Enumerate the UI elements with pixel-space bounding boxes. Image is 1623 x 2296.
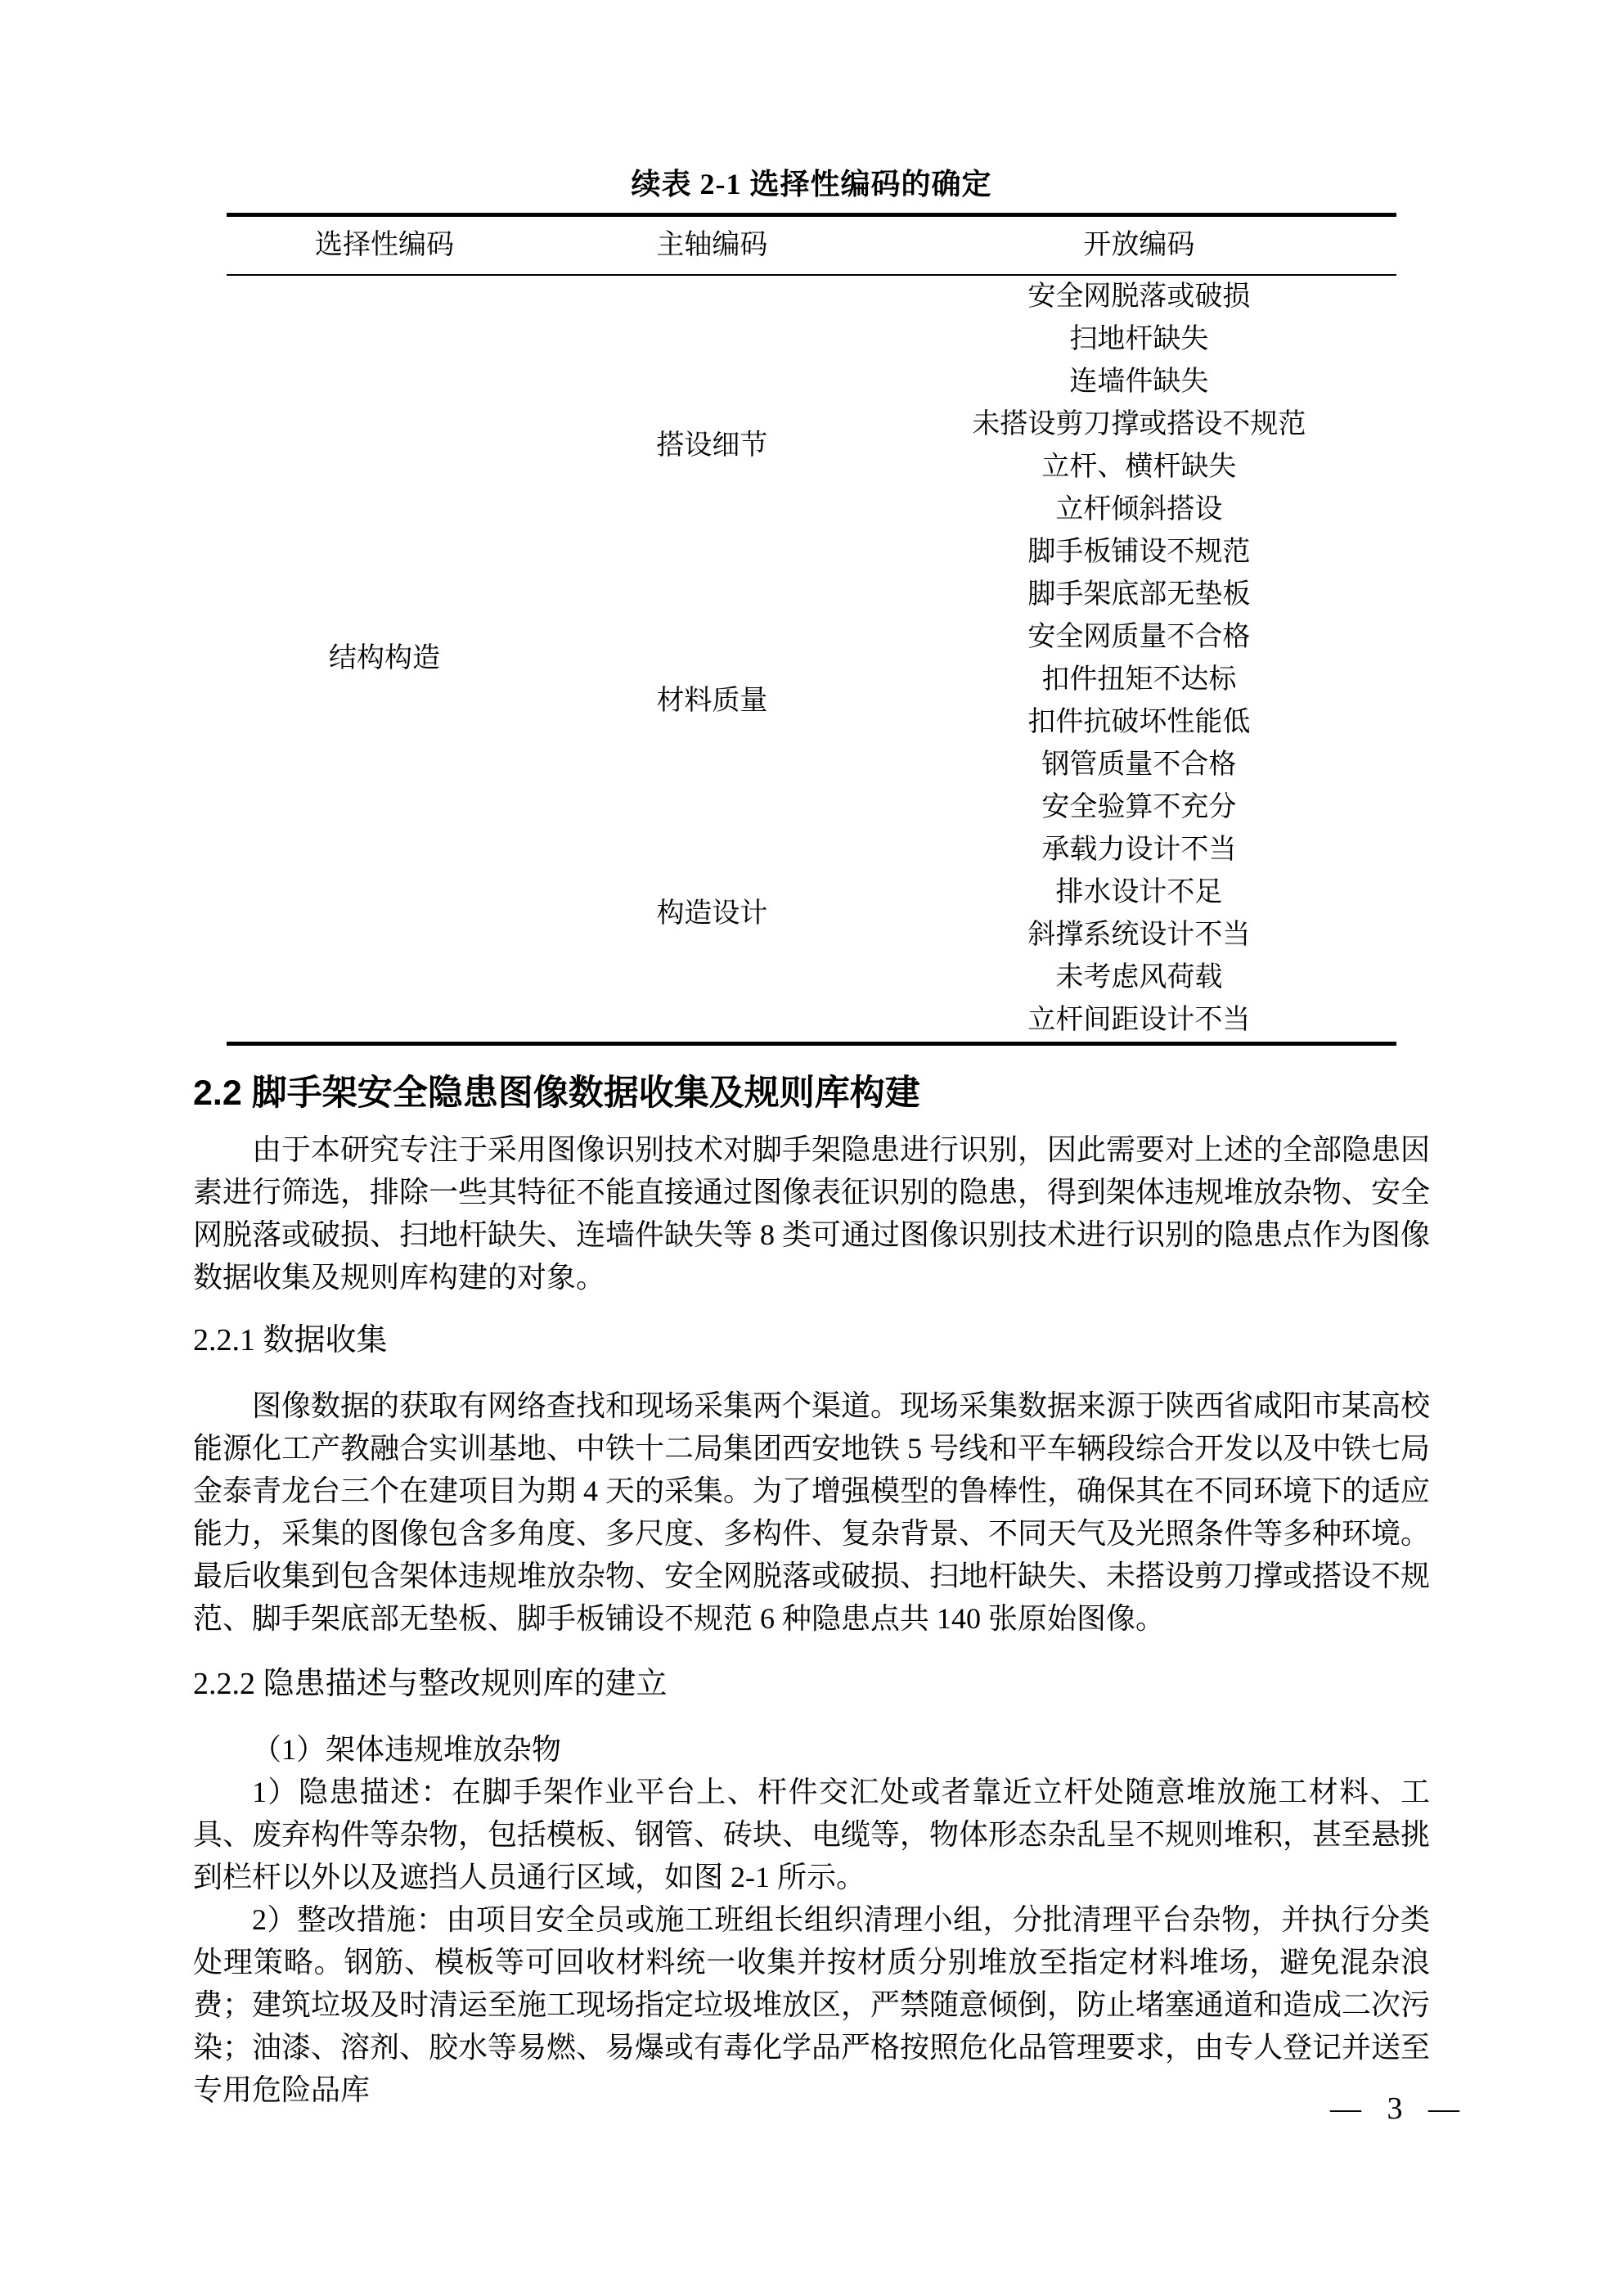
open-coding-cell: 未搭设剪刀撑或搭设不规范 xyxy=(972,409,1306,439)
table-header-selective-coding: 选择性编码 xyxy=(315,230,455,260)
coding-table xyxy=(227,213,1396,1046)
open-coding-cell: 钢管质量不合格 xyxy=(1041,750,1237,780)
axial-column xyxy=(542,276,882,1042)
open-coding-cell: 安全验算不充分 xyxy=(1041,792,1237,822)
open-coding-cell: 脚手板铺设不规范 xyxy=(1027,537,1251,567)
table-header-axial-coding: 主轴编码 xyxy=(656,230,768,260)
open-coding-cell: 立杆倾斜搭设 xyxy=(1055,494,1223,524)
open-coding-cell: 安全网质量不合格 xyxy=(1027,622,1251,652)
open-coding-cell: 排水设计不足 xyxy=(1055,877,1223,907)
open-coding-cell: 扣件抗破坏性能低 xyxy=(1027,707,1251,737)
section-heading-2-2: 2.2 脚手架安全隐患图像数据收集及规则库构建 xyxy=(193,1074,920,1113)
item-1-corrective-measures: 2）整改措施：由项目安全员或施工班组长组织清理小组，分批清理平台杂物，并执行分类处理策略。钢筋、模板等可回收材料统一收集并按材质分别堆放至指定材料堆场，避免混杂浪费；建筑垃圾及时清运至施工现场指定垃圾堆放区，严禁随意倾倒，防止堵塞通道和造成二次污染；油漆、溶剂、胶水等易燃、易爆或有毒化学品严格按照危化品管理要求，由专人登记并送至专用危险品库 xyxy=(193,1903,1431,2106)
open-coding-cell: 扫地杆缺失 xyxy=(1069,324,1209,354)
paragraph-2-2-1: 图像数据的获取有网络查找和现场采集两个渠道。现场采集数据来源于陕西省咸阳市某高校能源化工产教融合实训基地、中铁十二局集团西安地铁 5 号线和平车辆段综合开发以及中铁七局金泰青龙台三个在建项目为期 4 天的采集。为了增强模型的鲁棒性，确保其在不同环境下的适应能力，采集的图像包含多角度、多尺度、多构件、复杂背景、不同天气及光照条件等多种环境。最后收集到包含架体违规堆放杂物、安全网脱落或破损、扫地杆缺失、未搭设剪刀撑或搭设不规范、脚手架底部无垫板、脚手板铺设不规范 6 种隐患点共 140 张原始图像。 xyxy=(193,1389,1431,1635)
table-header-open-coding: 开放编码 xyxy=(1083,230,1195,260)
table-body xyxy=(227,276,1396,1046)
open-coding-cell: 扣件扭矩不达标 xyxy=(1041,664,1237,695)
axial-coding-cell: 搭设细节 xyxy=(656,430,768,461)
section-heading-2-2-1: 2.2.1 数据收集 xyxy=(193,1323,388,1357)
table-header-row xyxy=(227,217,1396,276)
item-1-title: （1）架体违规堆放杂物 xyxy=(252,1733,562,1766)
open-coding-cell: 斜撑系统设计不当 xyxy=(1027,920,1251,950)
paragraph-2-2: 由于本研究专注于采用图像识别技术对脚手架隐患进行识别，因此需要对上述的全部隐患因素进行筛选，排除一些其特征不能直接通过图像表征识别的隐患，得到架体违规堆放杂物、安全网脱落或破损、扫地杆缺失、连墙件缺失等 8 类可通过图像识别技术进行识别的隐患点作为图像数据收集及规则库构建的对象。 xyxy=(193,1133,1431,1294)
page-content xyxy=(0,166,1623,2111)
open-coding-cell: 连墙件缺失 xyxy=(1069,367,1209,397)
open-coding-cell: 立杆、横杆缺失 xyxy=(1041,452,1237,482)
item-1-hazard-description: 1）隐患描述：在脚手架作业平台上、杆件交汇处或者靠近立杆处随意堆放施工材料、工具、废弃构件等杂物，包括模板、钢管、砖块、电缆等，物体形态杂乱呈不规则堆积，甚至悬挑到栏杆以外以及遮挡人员通行区域，如图 2-1 所示。 xyxy=(193,1776,1431,1893)
selective-coding-column xyxy=(227,276,542,1042)
open-coding-cell: 未考虑风荷载 xyxy=(1055,962,1223,993)
selective-coding-cell: 结构构造 xyxy=(329,643,441,673)
axial-coding-cell: 构造设计 xyxy=(656,898,768,929)
axial-coding-cell: 材料质量 xyxy=(656,686,768,716)
page-number: — 3 — xyxy=(1330,2091,1459,2126)
open-coding-cell: 承载力设计不当 xyxy=(1041,835,1237,865)
open-column xyxy=(882,276,1396,1042)
open-coding-cell: 立杆间距设计不当 xyxy=(1027,1005,1251,1035)
open-coding-cell: 安全网脱落或破损 xyxy=(1027,281,1251,312)
section-heading-2-2-2: 2.2.2 隐患描述与整改规则库的建立 xyxy=(193,1667,668,1701)
table-title: 续表 2-1 选择性编码的确定 xyxy=(631,168,992,200)
open-coding-cell: 脚手架底部无垫板 xyxy=(1027,579,1251,610)
